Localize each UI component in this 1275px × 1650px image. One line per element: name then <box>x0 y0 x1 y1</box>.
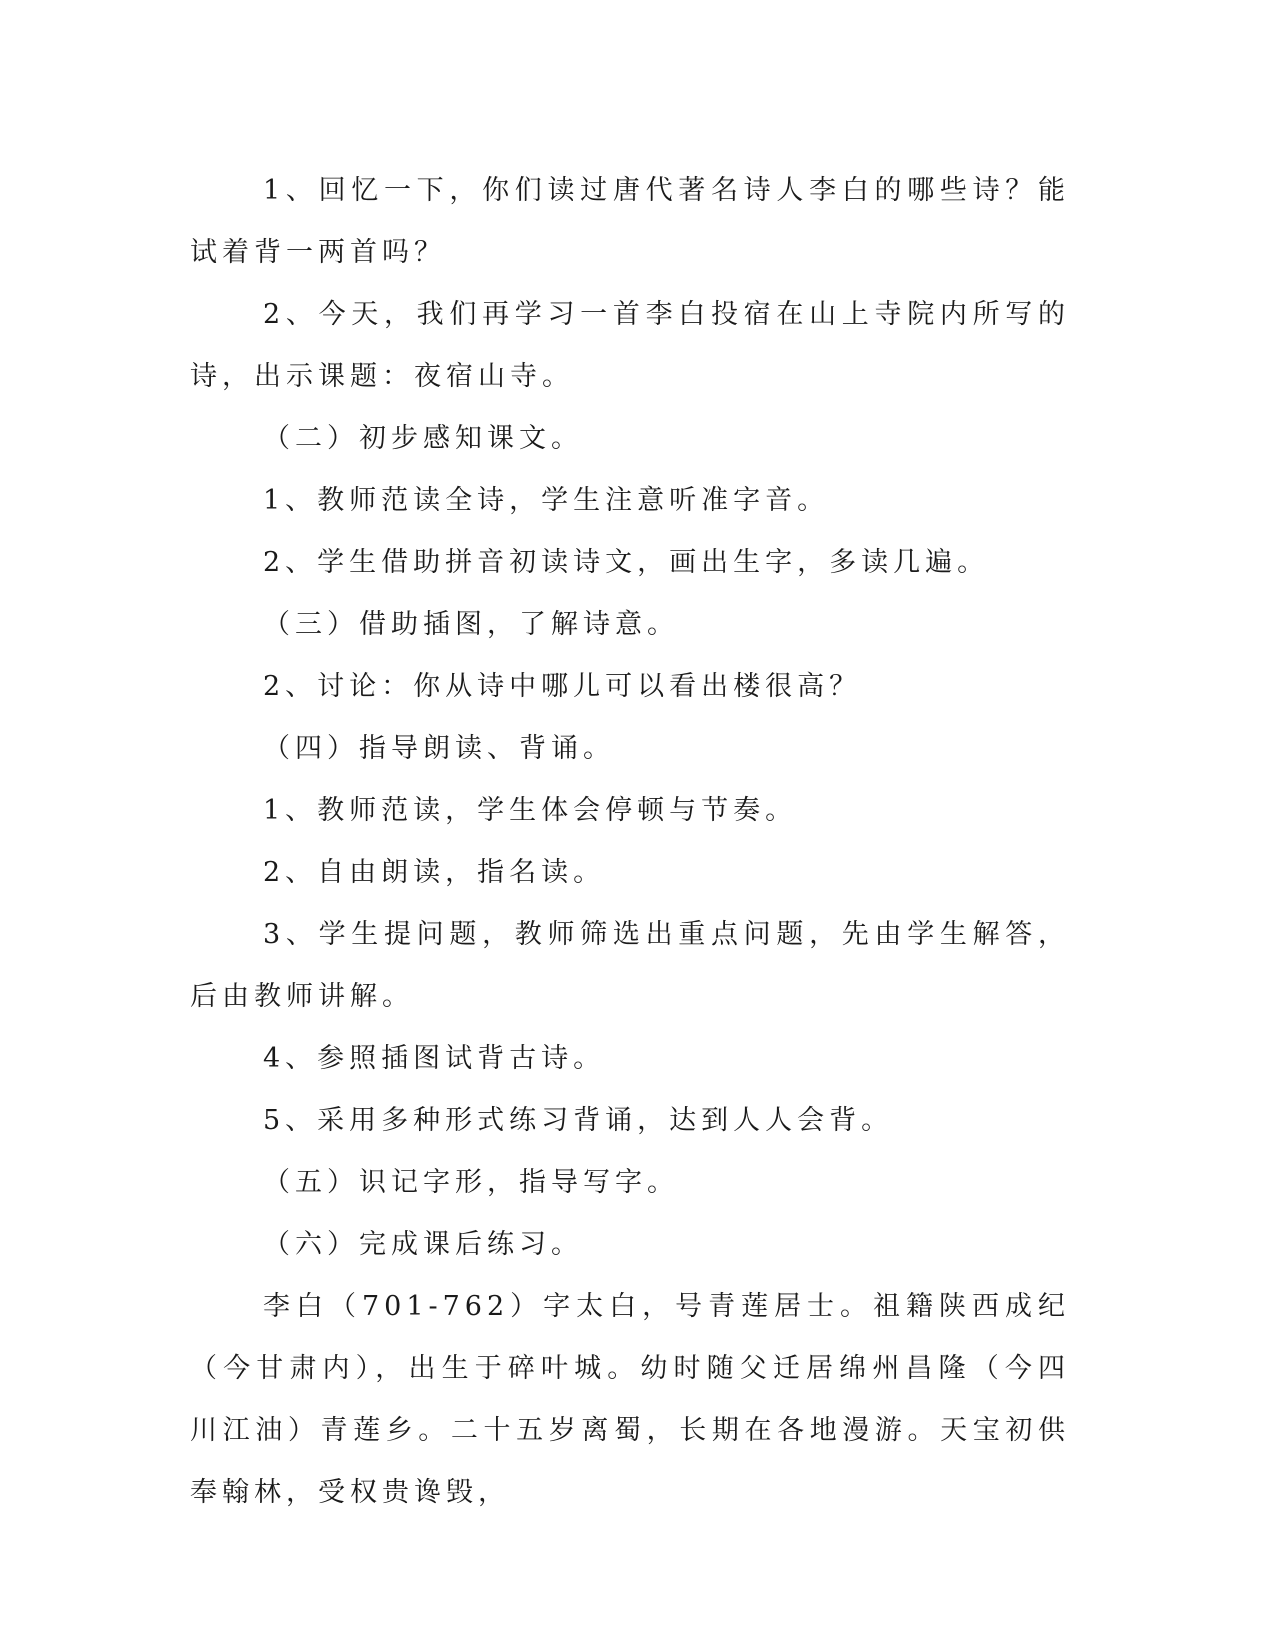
paragraph-recall-question: 1、回忆一下，你们读过唐代著名诗人李白的哪些诗？能试着背一两首吗？ <box>190 175 1070 268</box>
paragraph-student-pinyin: 2、学生借助拼音初读诗文，画出生字，多读几遍。 <box>263 547 990 578</box>
section-heading-3: （三）借助插图，了解诗意。 <box>263 609 679 640</box>
section-heading-4: （四）指导朗读、背诵。 <box>263 733 615 764</box>
paragraph-today-lesson: 2、今天，我们再学习一首李白投宿在山上寺院内所写的诗，出示课题：夜宿山寺。 <box>190 299 1070 392</box>
paragraph-teacher-reads: 1、教师范读全诗，学生注意听准字音。 <box>263 485 830 516</box>
paragraph-practice-recite: 5、采用多种形式练习背诵，达到人人会背。 <box>263 1105 894 1136</box>
paragraph-teacher-demo: 1、教师范读，学生体会停顿与节奏。 <box>263 795 798 826</box>
paragraph-li-bai-bio: 李白（701-762）字太白，号青莲居士。祖籍陕西成纪（今甘肃内），出生于碎叶城。幼时随父迁居绵州昌隆（今四川江油）青莲乡。二十五岁离蜀，长期在各地漫游。天宝初供奉翰林，受权贵谗毁， <box>190 1291 1070 1508</box>
paragraph-discussion: 2、讨论：你从诗中哪儿可以看出楼很高？ <box>263 671 862 702</box>
paragraph-recite-with-picture: 4、参照插图试背古诗。 <box>263 1043 606 1074</box>
document-body <box>190 160 1070 1524</box>
paragraph-student-questions: 3、学生提问题，教师筛选出重点问题，先由学生解答，后由教师讲解。 <box>190 919 1070 1012</box>
section-heading-2: （二）初步感知课文。 <box>263 423 583 454</box>
paragraph-free-reading: 2、自由朗读，指名读。 <box>263 857 606 888</box>
section-heading-6: （六）完成课后练习。 <box>263 1229 583 1260</box>
section-heading-5: （五）识记字形，指导写字。 <box>263 1167 679 1198</box>
